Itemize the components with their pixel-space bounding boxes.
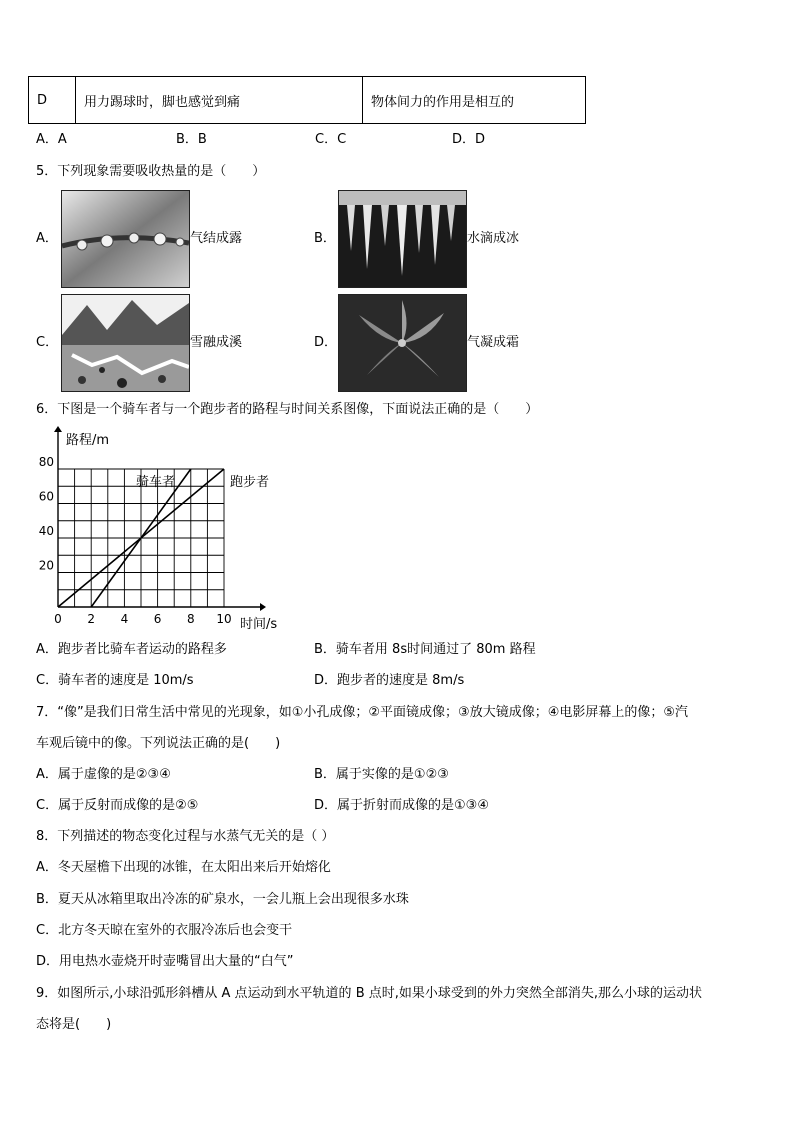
q5-stem: 5．下列现象需要吸收热量的是（ ） [36,164,266,179]
x-tick-label: 4 [120,612,129,626]
row-label: D [29,77,76,124]
x-tick-label: 10 [216,612,232,626]
q5-option-b-letter[interactable]: B． [314,231,336,246]
q6-option-d[interactable]: D．跑步者的速度是 8m/s [314,673,465,688]
q7-option-b[interactable]: B．属于实像的是①②③ [314,767,449,782]
y-tick-labels [39,455,54,573]
frost-on-leaf-photo [338,294,467,392]
q5-option-b-caption: 水滴成冰 [467,231,520,246]
q5-option-d-caption: 气凝成霜 [467,335,520,350]
q6-stem: 6．下图是一个骑车者与一个跑步者的路程与时间关系图像，下面说法正确的是（ ） [36,402,539,417]
q4-option-a[interactable]: A．A [36,132,67,147]
q8-option-d[interactable]: D．用电热水壶烧开时壶嘴冒出大量的“白气” [36,954,294,969]
y-tick-label: 20 [38,558,54,573]
y-tick-label: 80 [38,455,54,469]
q9-stem-line2: 态将是( ) [36,1017,112,1032]
q8-option-a[interactable]: A．冬天屋檐下出现的冰锥，在太阳出来后开始熔化 [36,860,331,875]
q4-option-c[interactable]: C．C [315,132,347,147]
distance-time-chart [28,424,298,636]
q7-option-a[interactable]: A．属于虚像的是②③④ [36,767,171,782]
q6-option-a[interactable]: A．跑步者比骑车者运动的路程多 [36,642,227,657]
icicles-photo [338,190,467,288]
row-explanation: 物体间力的作用是相互的 [363,77,586,124]
q5-option-a-caption: 气结成露 [190,231,243,246]
x-tick-label: 2 [87,612,96,626]
x-axis-label: 时间/s [240,617,278,632]
q9-stem-line1: 9．如图所示,小球沿弧形斜槽从 A 点运动到水平轨道的 B 点时,如果小球受到的外力突然全部消失,那么小球的运动状 [36,986,703,1001]
melting-snow-stream-photo [61,294,190,392]
y-tick-label: 60 [38,489,54,504]
q6-option-b[interactable]: B．骑车者用 8s时间通过了 80m 路程 [314,642,536,657]
q8-option-c[interactable]: C．北方冬天晾在室外的衣服冷冻后也会变干 [36,923,293,938]
row-phenomenon: 用力踢球时，脚也感觉到痛 [76,77,363,124]
q6-option-c[interactable]: C．骑车者的速度是 10m/s [36,673,194,688]
table-row [29,77,586,124]
q4-answer-table [28,76,586,124]
x-tick-label: 8 [186,612,195,626]
q8-stem: 8．下列描述的物态变化过程与水蒸气无关的是（ ） [36,829,335,844]
q7-stem-line2: 车观后镜中的像。下列说法正确的是( ) [36,736,281,751]
x-tick-label: 0 [54,612,62,626]
dew-on-wire-photo [61,190,190,288]
series-label-cyclist: 骑车者 [136,475,176,490]
q5-option-c-caption: 雪融成溪 [190,335,243,350]
q5-option-c-letter[interactable]: C． [36,335,59,350]
series-label-runner: 跑步者 [230,475,270,490]
q5-option-d-letter[interactable]: D． [314,335,338,350]
q7-stem-line1: 7．“像”是我们日常生活中常见的光现象，如①小孔成像；②平面镜成像；③放大镜成像；④电影屏幕上的像；⑤汽 [36,705,689,720]
q4-option-b[interactable]: B．B [176,132,207,147]
q5-option-a-letter[interactable]: A． [36,231,58,246]
q4-option-d[interactable]: D．D [452,132,486,147]
q7-option-c[interactable]: C．属于反射而成像的是②⑤ [36,798,199,813]
q8-option-b[interactable]: B．夏天从冰箱里取出冷冻的矿泉水，一会儿瓶上会出现很多水珠 [36,892,409,907]
x-tick-label: 6 [153,612,162,626]
y-tick-label: 40 [38,524,54,538]
y-axis-label: 路程/m [66,433,110,448]
q7-option-d[interactable]: D．属于折射而成像的是①③④ [314,798,489,813]
x-tick-labels [54,612,231,626]
